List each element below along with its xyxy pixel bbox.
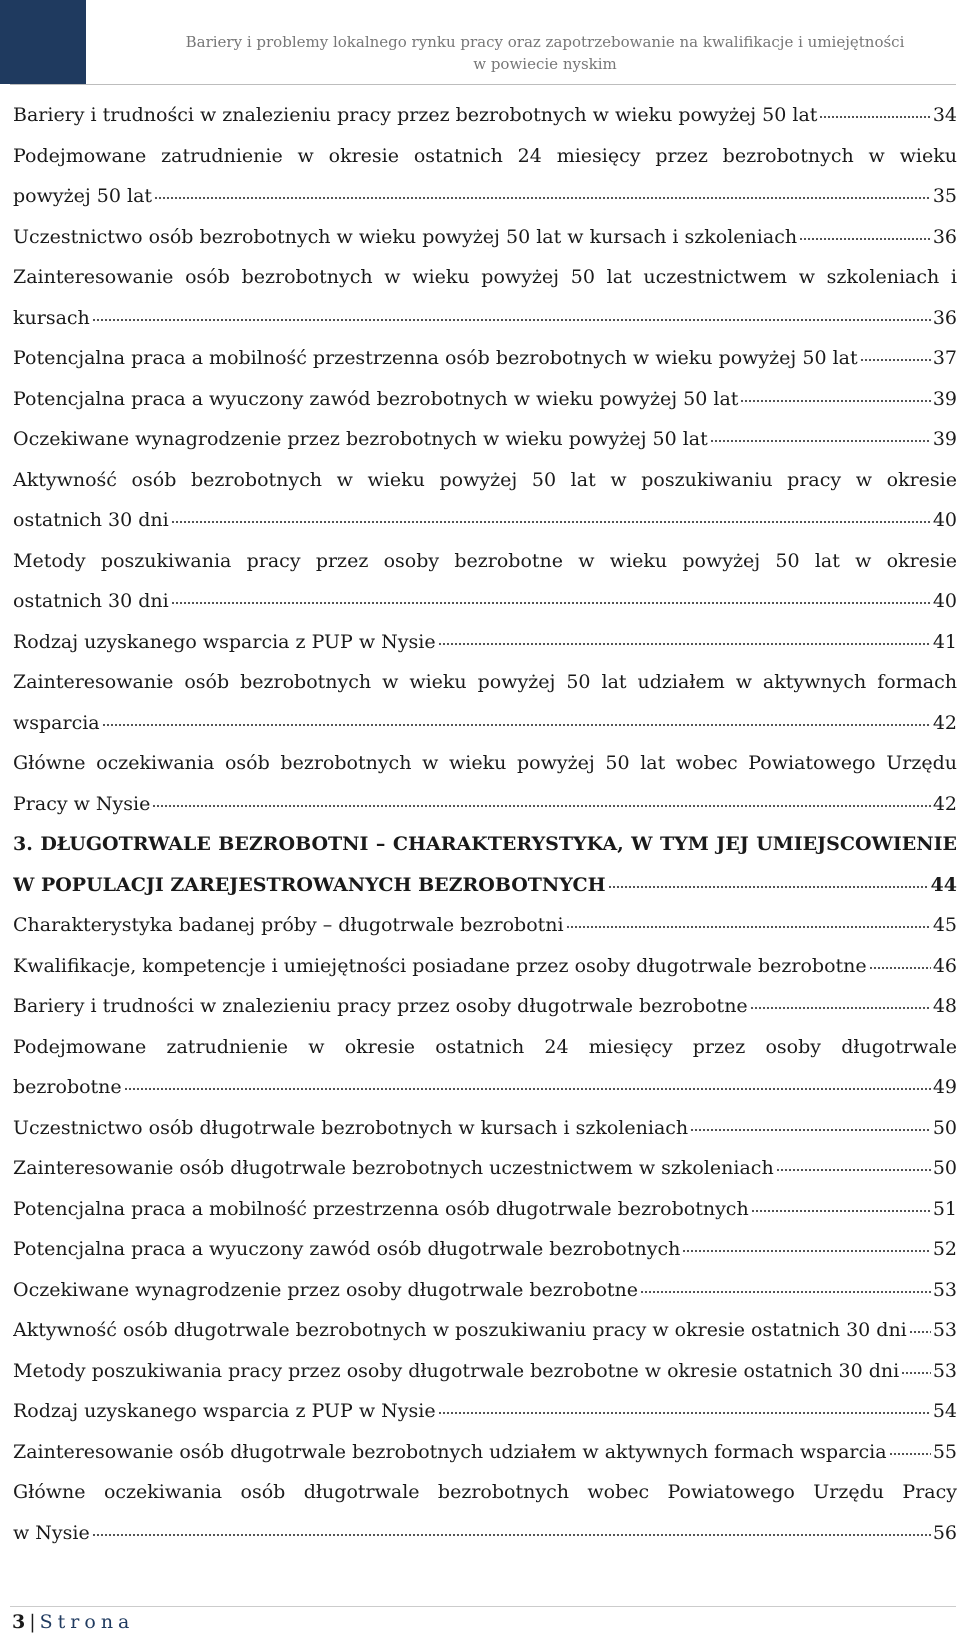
- toc-page-number: 42: [932, 711, 957, 734]
- toc-entry-row: [13, 905, 957, 946]
- toc-dot-leader: [102, 724, 931, 726]
- toc-entry-title: Bariery i trudności w znalezieniu pracy przez bezrobotnych w wieku powyżej 50 lat: [13, 104, 818, 126]
- toc-entry-row: [13, 703, 957, 744]
- toc-entry-row: [13, 176, 957, 217]
- toc-entry[interactable]: [13, 905, 957, 946]
- toc-entry-row: [13, 338, 957, 379]
- toc-page-number: 34: [932, 104, 957, 126]
- toc-entry[interactable]: [13, 136, 957, 217]
- toc-entry-row: [13, 500, 957, 541]
- running-header-line1: Bariery i problemy lokalnego rynku pracy oraz zapotrzebowanie na kwalifikacje i umiejętności: [185, 33, 905, 51]
- toc-entry-row: [13, 581, 957, 622]
- toc-entry-row: [13, 1391, 957, 1432]
- toc-dot-leader: [799, 238, 931, 240]
- toc-entry-title: Pracy w Nysie: [13, 792, 151, 815]
- toc-entry-title: Zainteresowanie osób długotrwale bezrobotnych uczestnictwem w szkoleniach: [13, 1157, 774, 1179]
- toc-entry-title: Rodzaj uzyskanego wsparcia z PUP w Nysie: [13, 1400, 436, 1422]
- toc-page-number: 53: [932, 1359, 957, 1382]
- footer-page-number: 3: [12, 1611, 26, 1633]
- toc-dot-leader: [92, 319, 931, 321]
- toc-page-number: 49: [932, 1076, 957, 1098]
- toc-page-number: 40: [932, 590, 957, 612]
- toc-entry-title: Rodzaj uzyskanego wsparcia z PUP w Nysie: [13, 630, 436, 653]
- toc-entry[interactable]: [13, 541, 957, 622]
- toc-dot-leader: [171, 521, 931, 523]
- toc-page-number: 50: [932, 1116, 957, 1139]
- running-header: [130, 31, 960, 75]
- toc-entry-title: Uczestnictwo osób bezrobotnych w wieku powyżej 50 lat w kursach i szkoleniach: [13, 225, 798, 248]
- toc-page-number: 36: [932, 225, 957, 248]
- toc-entry-row: [13, 865, 957, 906]
- toc-entry[interactable]: [13, 1391, 957, 1432]
- toc-dot-leader: [566, 926, 931, 928]
- toc-entry-title: wsparcia: [13, 711, 100, 734]
- toc-page-number: 39: [932, 428, 957, 450]
- toc-entry-title: Potencjalna praca a mobilność przestrzenna osób długotrwale bezrobotnych: [13, 1197, 749, 1220]
- toc-page-number: 54: [932, 1400, 957, 1422]
- toc-dot-leader: [750, 1007, 931, 1009]
- toc-entry-title: Aktywność osób długotrwale bezrobotnych w poszukiwaniu pracy w okresie ostatnich 30 dni: [13, 1319, 907, 1341]
- toc-entry-title: bezrobotne: [13, 1076, 122, 1098]
- toc-page-number: 46: [932, 954, 957, 977]
- toc-page-number: 48: [932, 995, 957, 1017]
- footer-separator: |: [29, 1611, 36, 1633]
- toc-dot-leader: [171, 602, 931, 604]
- toc-entry-row: [13, 1229, 957, 1270]
- toc-dot-leader: [640, 1291, 931, 1293]
- toc-entry-row: [13, 986, 957, 1027]
- toc-entry[interactable]: [13, 95, 957, 136]
- toc-dot-leader: [751, 1210, 931, 1212]
- toc-entry-row: [13, 1310, 957, 1351]
- table-of-contents: [13, 95, 957, 1553]
- toc-entry[interactable]: [13, 1270, 957, 1311]
- toc-page-number: 45: [932, 914, 957, 936]
- toc-entry[interactable]: [13, 217, 957, 258]
- footer-divider: [10, 1606, 956, 1607]
- toc-entry-line: Podejmowane zatrudnienie w okresie ostatnich 24 miesięcy przez bezrobotnych w wieku: [13, 144, 957, 167]
- toc-entry-title: ostatnich 30 dni: [13, 590, 169, 612]
- toc-dot-leader: [869, 967, 931, 969]
- running-header-line2: w powiecie nyskim: [473, 55, 617, 73]
- toc-entry-line: Zainteresowanie osób bezrobotnych w wieku powyżej 50 lat udziałem w aktywnych formach: [13, 671, 957, 693]
- header-logo-block: [0, 0, 86, 84]
- toc-entry-line: Aktywność osób bezrobotnych w wieku powyżej 50 lat w poszukiwaniu pracy w okresie: [13, 468, 957, 491]
- toc-entry[interactable]: [13, 1027, 957, 1108]
- toc-entry-row: [13, 946, 957, 987]
- toc-page-number: 42: [932, 792, 957, 815]
- toc-entry-row: [13, 784, 957, 825]
- toc-entry-line: Metody poszukiwania pracy przez osoby bezrobotne w wieku powyżej 50 lat w okresie: [13, 549, 957, 572]
- toc-dot-leader: [124, 1088, 931, 1090]
- toc-entry-row: [13, 622, 957, 663]
- toc-entry-row: [13, 1432, 957, 1473]
- toc-entry-line: Główne oczekiwania osób długotrwale bezrobotnych wobec Powiatowego Urzędu Pracy: [13, 1481, 957, 1503]
- toc-entry-title: Metody poszukiwania pracy przez osoby długotrwale bezrobotne w okresie ostatnich 30 dni: [13, 1359, 900, 1382]
- toc-page-number: 53: [932, 1278, 957, 1301]
- toc-dot-leader: [889, 1453, 931, 1455]
- toc-entry-title: W POPULACJI ZAREJESTROWANYCH BEZROBOTNYCH: [13, 873, 606, 896]
- toc-entry-title: ostatnich 30 dni: [13, 509, 169, 531]
- toc-entry-row: [13, 1189, 957, 1230]
- toc-entry-line: Podejmowane zatrudnienie w okresie ostatnich 24 miesięcy przez osoby długotrwale: [13, 1035, 957, 1058]
- toc-entry-title: Charakterystyka badanej próby – długotrwale bezrobotni: [13, 914, 564, 936]
- toc-dot-leader: [608, 886, 929, 888]
- toc-entry-title: Potencjalna praca a mobilność przestrzenna osób bezrobotnych w wieku powyżej 50 lat: [13, 347, 858, 369]
- toc-entry-row: [13, 1270, 957, 1311]
- toc-entry-row: [13, 1108, 957, 1149]
- toc-entry-title: Potencjalna praca a wyuczony zawód bezrobotnych w wieku powyżej 50 lat: [13, 387, 739, 410]
- toc-entry[interactable]: [13, 1108, 957, 1149]
- toc-page-number: 36: [932, 306, 957, 329]
- toc-entry[interactable]: [13, 1351, 957, 1392]
- toc-page-number: 41: [932, 630, 957, 653]
- toc-entry-title: Oczekiwane wynagrodzenie przez bezrobotnych w wieku powyżej 50 lat: [13, 428, 708, 450]
- toc-entry[interactable]: [13, 460, 957, 541]
- toc-page-number: 40: [932, 509, 957, 531]
- toc-entry-title: powyżej 50 lat: [13, 185, 153, 207]
- toc-dot-leader: [740, 400, 930, 402]
- toc-entry-title: Bariery i trudności w znalezieniu pracy przez osoby długotrwale bezrobotne: [13, 995, 748, 1017]
- toc-entry[interactable]: [13, 946, 957, 987]
- toc-dot-leader: [860, 359, 931, 361]
- toc-entry[interactable]: [13, 1229, 957, 1270]
- toc-entry-title: Oczekiwane wynagrodzenie przez osoby długotrwale bezrobotne: [13, 1278, 639, 1301]
- toc-entry[interactable]: [13, 338, 957, 379]
- toc-dot-leader: [901, 1372, 931, 1374]
- toc-entry[interactable]: [13, 1310, 957, 1351]
- toc-entry[interactable]: [13, 1189, 957, 1230]
- toc-page-number: 39: [932, 387, 957, 410]
- toc-entry[interactable]: [13, 257, 957, 338]
- toc-entry[interactable]: [13, 1432, 957, 1473]
- toc-page-number: 52: [932, 1238, 957, 1260]
- toc-entry-row: [13, 379, 957, 420]
- toc-entry[interactable]: [13, 986, 957, 1027]
- toc-dot-leader: [152, 805, 930, 807]
- toc-entry[interactable]: [13, 1472, 957, 1553]
- toc-page-number: 44: [930, 873, 957, 896]
- header-divider: [10, 84, 956, 85]
- toc-entry-row: [13, 298, 957, 339]
- toc-page-number: 56: [932, 1521, 957, 1544]
- toc-entry-line: Zainteresowanie osób bezrobotnych w wieku powyżej 50 lat uczestnictwem w szkoleniach i: [13, 266, 957, 288]
- toc-dot-leader: [154, 197, 931, 199]
- toc-dot-leader: [819, 116, 930, 118]
- toc-entry[interactable]: [13, 1148, 957, 1189]
- toc-dot-leader: [776, 1169, 931, 1171]
- toc-entry[interactable]: [13, 379, 957, 420]
- toc-dot-leader: [682, 1250, 930, 1252]
- toc-entry-row: [13, 419, 957, 460]
- toc-entry-row: [13, 1513, 957, 1554]
- toc-entry[interactable]: [13, 419, 957, 460]
- toc-dot-leader: [438, 643, 931, 645]
- toc-entry-row: [13, 95, 957, 136]
- page-footer: [12, 1611, 134, 1633]
- toc-entry-row: [13, 217, 957, 258]
- toc-entry-row: [13, 1067, 957, 1108]
- toc-dot-leader: [690, 1129, 931, 1131]
- toc-dot-leader: [710, 440, 931, 442]
- toc-entry[interactable]: [13, 743, 957, 824]
- toc-entry-title: kursach: [13, 306, 90, 329]
- toc-page-number: 37: [932, 347, 957, 369]
- toc-entry[interactable]: [13, 824, 957, 905]
- toc-page-number: 55: [932, 1440, 957, 1463]
- toc-dot-leader: [438, 1412, 931, 1414]
- toc-page-number: 51: [932, 1197, 957, 1220]
- toc-entry-title: Uczestnictwo osób długotrwale bezrobotnych w kursach i szkoleniach: [13, 1116, 689, 1139]
- toc-page-number: 50: [932, 1157, 957, 1179]
- toc-entry-row: [13, 1351, 957, 1392]
- toc-entry-title: Kwalifikacje, kompetencje i umiejętności posiadane przez osoby długotrwale bezrobotne: [13, 954, 867, 977]
- toc-entry[interactable]: [13, 622, 957, 663]
- toc-entry-line: Główne oczekiwania osób bezrobotnych w wieku powyżej 50 lat wobec Powiatowego Urzędu: [13, 752, 957, 774]
- toc-page-number: 35: [932, 185, 957, 207]
- toc-entry-line: 3. DŁUGOTRWALE BEZROBOTNI – CHARAKTERYSTYKA, W TYM JEJ UMIEJSCOWIENIE: [13, 833, 957, 855]
- footer-page-label: Strona: [39, 1611, 135, 1633]
- toc-entry-title: Zainteresowanie osób długotrwale bezrobotnych udziałem w aktywnych formach wsparcia: [13, 1440, 887, 1463]
- toc-entry-title: w Nysie: [13, 1521, 90, 1544]
- toc-page-number: 53: [932, 1319, 957, 1341]
- toc-dot-leader: [92, 1534, 931, 1536]
- toc-entry-title: Potencjalna praca a wyuczony zawód osób długotrwale bezrobotnych: [13, 1238, 681, 1260]
- toc-entry[interactable]: [13, 662, 957, 743]
- toc-entry-row: [13, 1148, 957, 1189]
- toc-dot-leader: [909, 1331, 931, 1333]
